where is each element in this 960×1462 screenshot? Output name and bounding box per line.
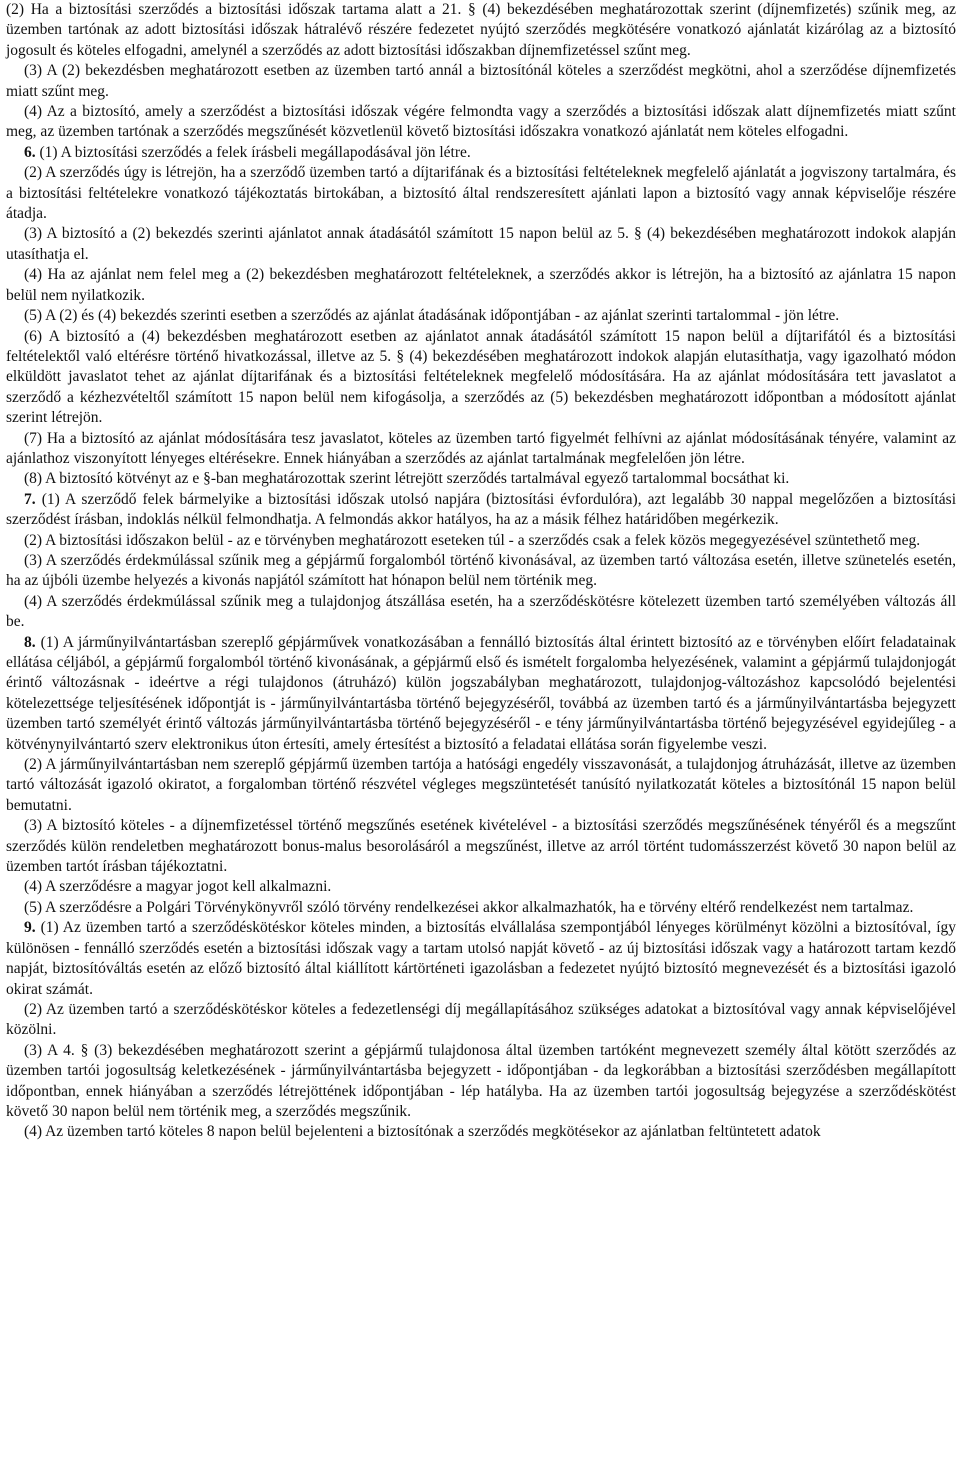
section-number: 8. bbox=[24, 633, 36, 651]
paragraph-text: (1) Az üzemben tartó a szerződéskötéskor köteles minden, a biztosítás elvállalása szempontjából lényeges körülményt közölni a biztosítóval, így különösen - fennálló szerződés esetén a biztosítási időszak vagy a tartam utolsó napját követő - az új biztosítási időszak vagy a határozott tartam kezdő napját, biztosítóváltás esetén az előző biztosító által kiállított kártörténeti igazolásban a fedezetet nyújtó biztosító megnevezését és a biztosítási igazoló okirat számát. bbox=[6, 919, 956, 998]
paragraph: (5) A (2) és (4) bekezdés szerinti esetben a szerződés az ajánlat átadásának időpontjában - az ajánlat szerinti tartalommal - jön létre. bbox=[24, 307, 840, 325]
paragraph: (3) A biztosító a (2) bekezdés szerinti ajánlatot annak átadásától számított 15 napon belül az 5. § (4) bekezdésében meghatározott indokok alapján utasíthatja el. bbox=[6, 225, 956, 263]
paragraph: (3) A (2) bekezdésben meghatározott esetben az üzemben tartó annál a biztosítónál köteles a szerződést megkötni, ahol a szerződése díjnemfizetés miatt szűnt meg. bbox=[6, 62, 956, 100]
paragraph: (2) A járműnyilvántartásban nem szereplő gépjármű üzemben tartója a hatósági engedély visszavonását, a tulajdonjog átruházását, illetve az üzemben tartó változását igazoló okiratot, a forgalomban történő részvétel végleges megszüntetését tanúsító nyilatkozatát köteles a biztosítónál 15 napon belül bemutatni. bbox=[6, 756, 956, 814]
section-paragraph bbox=[6, 143, 956, 163]
paragraph: (4) Az üzemben tartó köteles 8 napon belül bejelenteni a biztosítónak a szerződés megkötésekor az ajánlatban feltüntetett adatok bbox=[24, 1123, 821, 1141]
paragraph: (8) A biztosító kötvényt az e §-ban meghatározottak szerint létrejött szerződés tartalmával egyező tartalommal bocsáthat ki. bbox=[24, 470, 790, 488]
section-paragraph bbox=[6, 918, 956, 1000]
paragraph-text: (1) A biztosítási szerződés a felek írásbeli megállapodásával jön létre. bbox=[39, 143, 471, 161]
paragraph: (2) Ha a biztosítási szerződés a biztosítási időszak tartama alatt a 21. § (4) bekezdésében meghatározottak szerint (díjnemfizetés) szűnik meg, az üzemben tartónak az adott biztosítási időszak hátralévő részére fedezetet nyújtó szerződés megkötésére vonatkozó ajánlatát kizárólag az a biztosító jogosult és köteles elfogadni, amelynél a szerződés az adott biztosítási időszakban díjnemfizetéssel szűnt meg. bbox=[6, 1, 956, 59]
paragraph: (2) A biztosítási időszakon belül - az e törvényben meghatározott eseteken túl - a szerződés csak a felek közös megegyezésével szüntethető meg. bbox=[24, 531, 921, 549]
paragraph: (4) Az a biztosító, amely a szerződést a biztosítási időszak végére felmondta vagy a szerződés a biztosítási időszak alatt díjnemfizetés miatt szűnt meg, az üzemben tartónak a szerződés megszűnését közvetlenül követő biztosítási időszakra vonatkozó ajánlatát nem köteles elfogadni. bbox=[6, 103, 956, 141]
paragraph: (3) A szerződés érdekmúlással szűnik meg a gépjármű forgalomból történő kivonásával, az üzemben tartó változása esetén, illetve szünetelés esetén, ha az újbóli üzembe helyezés a kivonás napjától számított hat hónapon belül nem történik meg. bbox=[6, 551, 956, 590]
section-number: 7. bbox=[24, 490, 36, 508]
paragraph: (2) A szerződés úgy is létrejön, ha a szerződő üzemben tartó a díjtarifának és a biztosítási feltételeknek megfelelő ajánlatát a jogviszony tartalmára, és a biztosítási feltételekre vonatkozó tájékoztatás birtokában, a biztosító által rendszeresített ajánlati lapon a biztosító vagy annak képviselője részére átadja. bbox=[6, 164, 956, 223]
paragraph: (4) A szerződésre a magyar jogot kell alkalmazni. bbox=[24, 878, 332, 896]
paragraph: (2) Az üzemben tartó a szerződéskötéskor köteles a fedezetlenségi díj megállapításához szükséges adatokat a biztosítóval vagy annak képviselőjével közölni. bbox=[6, 1000, 956, 1039]
section-number: 9. bbox=[24, 919, 36, 937]
paragraph: (3) A 4. § (3) bekezdésében meghatározott szerint a gépjármű tulajdonosa által üzemben tartóként megnevezett személy által kötött szerződés az üzemben tartói jogosultság keletkezésének - járműnyilvántartásba bejegyzett - időpontjában - da legkorábban a biztosítási szerződésben megállapított időpontban, ennek hiányában a szerződés létrejöttének időpontjában - lép hatályba. Ha az üzemben tartói jogosultság bejegyzése a szerződéskötést követő 30 napon belül nem történik meg, a szerződés megszűnik. bbox=[6, 1041, 956, 1120]
paragraph-text: (1) A szerződő felek bármelyike a biztosítási időszak utolsó napjára (biztosítási évfordulóra), azt legalább 30 nappal megelőzően a biztosítási szerződést írásban, indoklás nélkül felmondhatja. A felmondás akkor hatályos, ha az a másik félhez határidőben megérkezik. bbox=[6, 490, 956, 529]
paragraph: (4) Ha az ajánlat nem felel meg a (2) bekezdésben meghatározott feltételeknek, a szerződés akkor is létrejön, ha a biztosító az ajánlatra 15 napon belül nem nyilatkozik. bbox=[6, 266, 956, 304]
paragraph: (6) A biztosító a (4) bekezdésben meghatározott esetben az ajánlatot annak átadásától számított 15 napon belül a díjtarifától és a biztosítási feltételektől való eltérésre történő hivatkozással, illetve az 5. § (4) bekezdésében meghatározott indokok alapján elutasíthatja, vagy igazolható módon elküldött javaslatot tehet az ajánlat díjtarifának és a biztosítási feltételeknek megfelelő módosítására. Ha az ajánlat módosítására tett javaslatot a szerződő a kézhezvételtől számított 15 napon belül nem kifogásolja, a szerződés az (5) bekezdésben meghatározott időpontban a módosított ajánlat szerint létrejön. bbox=[6, 327, 956, 427]
paragraph: (3) A biztosító köteles - a díjnemfizetéssel történő megszűnés esetének kivételével - a biztosítási szerződés megszűnésének tényéről és a megszűnt szerződés külön rendeletben meghatározott bonus-malus besorolásáról a megszűnést, illetve az arról történt tudomásszerzést követő 30 napon belül az üzemben tartót írásban tájékoztatni. bbox=[6, 817, 956, 876]
section-number: 6. bbox=[24, 143, 36, 161]
paragraph: (7) Ha a biztosító az ajánlat módosítására tesz javaslatot, köteles az üzemben tartó figyelmét felhívni az ajánlat módosításának tényére, valamint az ajánlathoz viszonyított lényeges eltérésekre. Ennek hiányában a szerződés az ajánlat tartalmának megfelelően jön létre. bbox=[6, 429, 956, 467]
paragraph-text: (1) A járműnyilvántartásban szereplő gépjárművek vonatkozásában a fennálló biztosítás által érintett biztosító az e törvényben előírt feladatainak ellátása céljából, a gépjármű forgalomból történő kivonásának, a gépjármű első és ismételt forgalomba helyezésének, valamint a gépjármű tulajdonjogát érintő változásnak - ideértve a régi tulajdonos (átruházó) külön jogszabályban meghatározott, tulajdonjog-változáshoz kapcsolódó bejelentési kötelezettsége teljesítésének időpontját is - járműnyilvántartásba történő bejegyzéséről, továbbá az üzemben tartó és a járműnyilvántartásba bejegyzett üzemben tartó személyét érintő változás járműnyilvántartásba történő bejegyzéséről - e tény járműnyilvántartásba történő bejegyzésével egyidejűleg - a kötvénynyilvántartó szerv elektronikus úton értesíti, amely értesítést a biztosító a feladatai ellátása során figyelembe veszi. bbox=[6, 633, 957, 753]
paragraph: (5) A szerződésre a Polgári Törvénykönyvről szóló törvény rendelkezései akkor alkalmazhatók, ha e törvény eltérő rendelkezést nem tartalmaz. bbox=[24, 898, 914, 916]
paragraph: (4) A szerződés érdekmúlással szűnik meg a tulajdonjog átszállása esetén, ha a szerződéskötésre kötelezett üzemben tartó személyében változás áll be. bbox=[6, 592, 956, 631]
section-paragraph bbox=[6, 490, 956, 531]
section-paragraph bbox=[6, 633, 956, 755]
